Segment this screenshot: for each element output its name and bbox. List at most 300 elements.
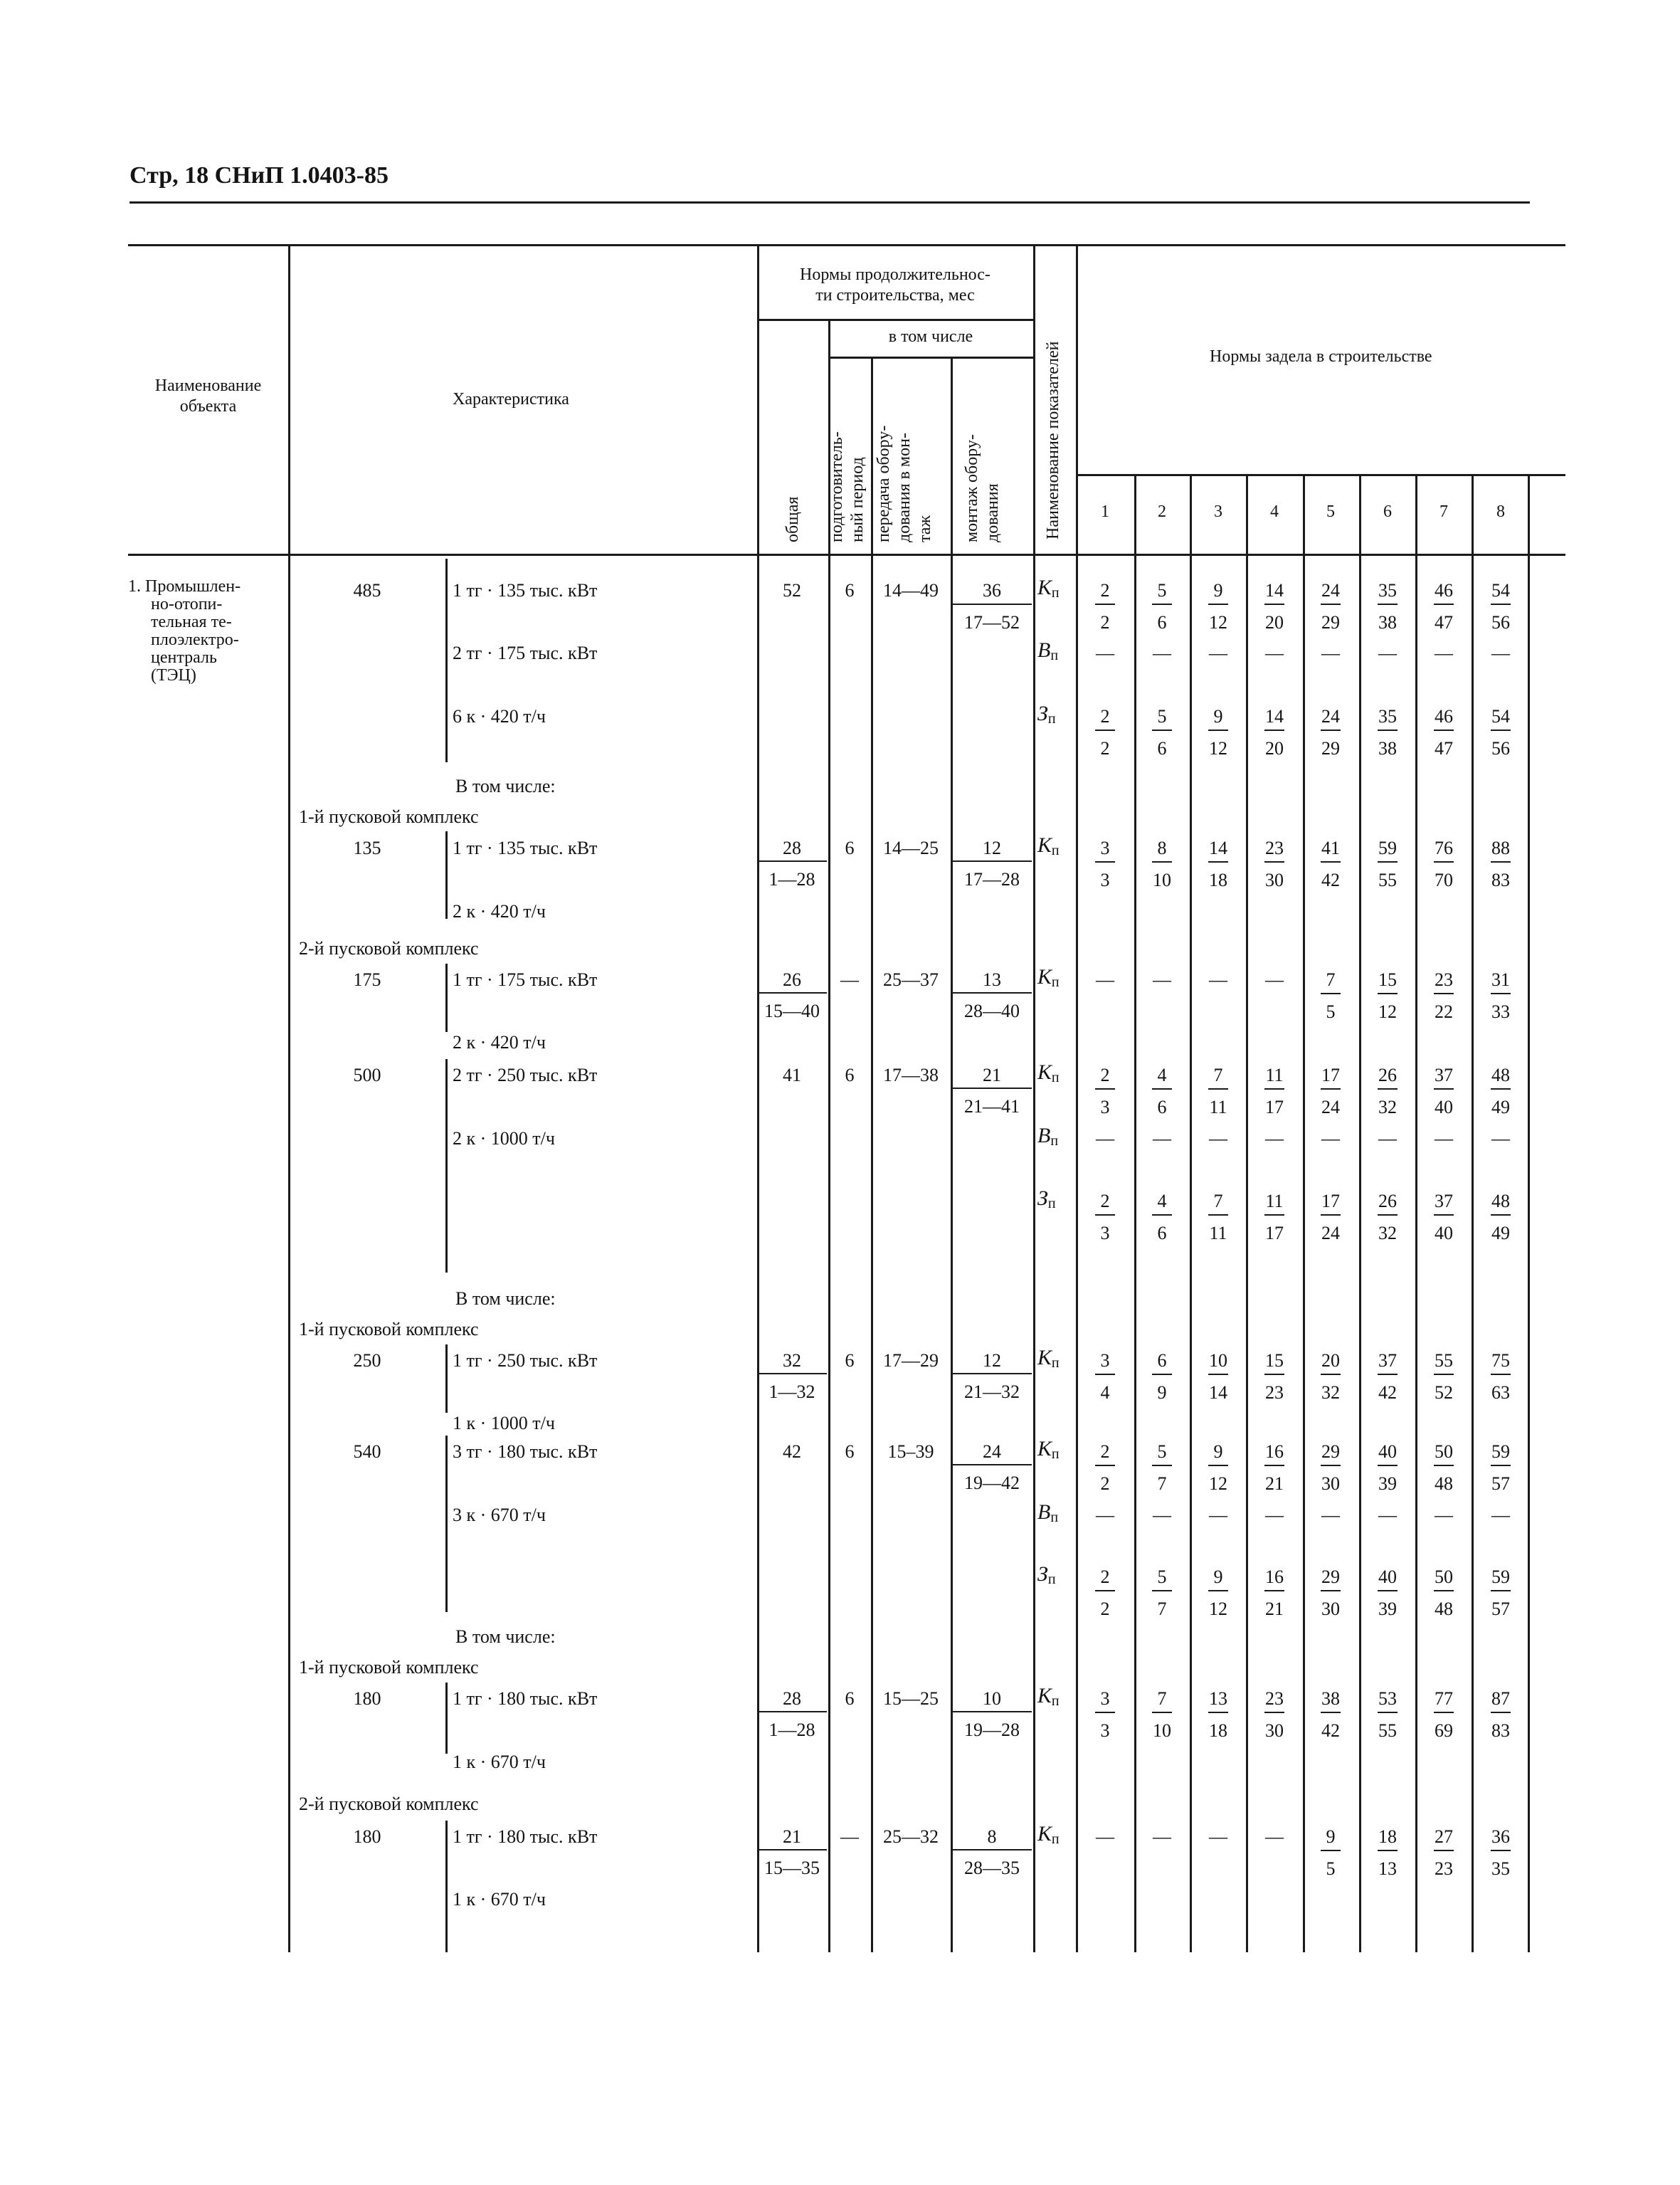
frac-top-r3-c6: 35 xyxy=(1378,706,1397,727)
frac-top-r3-c2: 5 xyxy=(1157,706,1167,727)
dash-r11-c5: — xyxy=(1321,1505,1340,1525)
frac-bot-r5-c5: 5 xyxy=(1326,1001,1336,1022)
d1-mount-top: 36 xyxy=(983,580,1001,601)
header-prep-line2: ный период xyxy=(848,457,867,542)
frac-bar-r6-c1 xyxy=(1095,1088,1115,1090)
header-including: в том числе xyxy=(888,327,973,346)
d7-total-bar xyxy=(759,1711,827,1712)
frac-bar-r9-c8 xyxy=(1491,1374,1511,1375)
frac-top-r1-c7: 46 xyxy=(1435,580,1453,601)
d5-mount-bot: 21—32 xyxy=(964,1381,1020,1402)
d5-transfer: 17—29 xyxy=(883,1350,939,1371)
bracket-3 xyxy=(445,964,448,1032)
char-14: 1 тг · 180 тыс. кВт xyxy=(453,1688,598,1709)
frac-top-r10-c8: 59 xyxy=(1491,1441,1510,1462)
header-object-name-line1: Наименование xyxy=(154,377,262,395)
header-total xyxy=(783,497,803,542)
frac-bot-r9-c6: 42 xyxy=(1378,1382,1397,1403)
char-1: 1 тг · 135 тыс. кВт xyxy=(453,580,598,601)
col-sep-b2 xyxy=(1190,474,1192,1952)
d3-total-top: 26 xyxy=(783,969,801,990)
capacity-250: 250 xyxy=(353,1350,381,1371)
col-sep-prep xyxy=(828,319,830,1952)
frac-bar-r13-c7 xyxy=(1434,1712,1454,1713)
frac-top-r8-c7: 37 xyxy=(1435,1191,1453,1211)
d7-mount-bar xyxy=(952,1711,1032,1712)
frac-bar-r9-c6 xyxy=(1378,1374,1398,1375)
dash-r11-c7: — xyxy=(1435,1505,1453,1525)
frac-bot-r5-c7: 22 xyxy=(1435,1001,1453,1022)
d3-total-bar xyxy=(759,992,827,994)
char-8: 2 тг · 250 тыс. кВт xyxy=(453,1065,598,1085)
dash-r11-c1: — xyxy=(1096,1505,1114,1525)
frac-bar-r1-c8 xyxy=(1491,604,1511,605)
dash-r5-c2: — xyxy=(1153,969,1171,990)
d3-prep: — xyxy=(840,969,859,990)
frac-bot-r13-c2: 10 xyxy=(1153,1720,1171,1741)
frac-bot-r3-c3: 12 xyxy=(1209,738,1227,759)
d3-mount-top: 13 xyxy=(983,969,1001,990)
frac-bot-r9-c2: 9 xyxy=(1157,1382,1167,1403)
col-sep-mount xyxy=(951,357,953,1952)
d4-total: 41 xyxy=(783,1065,801,1085)
col-num-1: 1 xyxy=(1101,502,1109,521)
frac-top-r9-c7: 55 xyxy=(1435,1350,1453,1371)
frac-bot-r4-c5: 42 xyxy=(1321,870,1340,890)
frac-bar-r6-c7 xyxy=(1434,1088,1454,1090)
frac-bot-r8-c2: 6 xyxy=(1157,1223,1167,1243)
indicator-r12: $З_п$ xyxy=(1037,1562,1056,1587)
col-sep-transfer xyxy=(871,357,873,1952)
d4-mount-bot: 21—41 xyxy=(964,1096,1020,1117)
frac-bar-r14-c5 xyxy=(1321,1850,1341,1851)
char-2: 2 тг · 175 тыс. кВт xyxy=(453,643,598,663)
frac-bot-r14-c8: 35 xyxy=(1491,1858,1510,1879)
d1-mount-bot: 17—52 xyxy=(964,612,1020,633)
frac-bot-r14-c7: 23 xyxy=(1435,1858,1453,1879)
frac-bar-r4-c3 xyxy=(1208,861,1228,863)
frac-bot-r6-c2: 6 xyxy=(1157,1097,1167,1117)
indicator-sub-r9: п xyxy=(1051,1355,1060,1371)
frac-bar-r4-c8 xyxy=(1491,861,1511,863)
frac-bar-r13-c2 xyxy=(1152,1712,1172,1713)
frac-bar-r14-c6 xyxy=(1378,1850,1398,1851)
frac-bot-r1-c8: 56 xyxy=(1491,612,1510,633)
header-indicator-name xyxy=(1043,342,1064,539)
header-characteristic: Характеристика xyxy=(453,390,569,409)
frac-bot-r4-c3: 18 xyxy=(1209,870,1227,890)
frac-top-r3-c3: 9 xyxy=(1213,706,1223,727)
frac-bar-r1-c5 xyxy=(1321,604,1341,605)
header-mounting xyxy=(962,434,1003,542)
indicator-sub-r6: п xyxy=(1051,1070,1060,1085)
col-num-6: 6 xyxy=(1383,502,1392,521)
frac-bar-r8-c3 xyxy=(1208,1214,1228,1216)
col-sep-b6 xyxy=(1415,474,1417,1952)
frac-top-r4-c1: 3 xyxy=(1100,838,1110,858)
frac-bar-r4-c4 xyxy=(1264,861,1284,863)
d8-mount-bot: 28—35 xyxy=(964,1858,1020,1878)
d8-mount-bar xyxy=(952,1849,1032,1850)
indicator-sub-r8: п xyxy=(1047,1196,1056,1211)
label-complex-1c: 1-й пусковой комплекс xyxy=(299,1657,479,1678)
object-name-line5: централь xyxy=(151,648,217,667)
header-duration-norms xyxy=(757,265,1033,306)
dash-r7-c2: — xyxy=(1153,1128,1171,1149)
frac-top-r8-c8: 48 xyxy=(1491,1191,1510,1211)
dash-r2-c7: — xyxy=(1435,643,1453,663)
frac-bot-r4-c7: 70 xyxy=(1435,870,1453,890)
d7-prep: 6 xyxy=(845,1688,855,1709)
frac-bar-r6-c4 xyxy=(1264,1088,1284,1090)
bracket-7 xyxy=(445,1683,448,1754)
header-mounting-line2: дования xyxy=(983,483,1002,542)
frac-top-r13-c3: 13 xyxy=(1209,1688,1227,1709)
frac-bar-r10-c2 xyxy=(1152,1465,1172,1466)
frac-top-r10-c3: 9 xyxy=(1213,1441,1223,1462)
label-complex-2c: 2-й пусковой комплекс xyxy=(299,1794,479,1814)
d7-total-bot: 1—28 xyxy=(768,1720,815,1740)
frac-bar-r4-c6 xyxy=(1378,861,1398,863)
indicator-sub-r12: п xyxy=(1047,1571,1056,1587)
char-3: 6 к · 420 т/ч xyxy=(453,706,546,727)
frac-top-r6-c5: 17 xyxy=(1321,1065,1340,1085)
bracket-5 xyxy=(445,1344,448,1413)
frac-top-r9-c4: 15 xyxy=(1265,1350,1284,1371)
frac-top-r9-c1: 3 xyxy=(1100,1350,1110,1371)
frac-bar-r3-c7 xyxy=(1434,730,1454,731)
frac-bot-r3-c7: 47 xyxy=(1435,738,1453,759)
dash-r5-c3: — xyxy=(1209,969,1227,990)
capacity-500: 500 xyxy=(353,1065,381,1085)
frac-bar-r4-c1 xyxy=(1095,861,1115,863)
frac-bar-r8-c7 xyxy=(1434,1214,1454,1216)
frac-bot-r1-c3: 12 xyxy=(1209,612,1227,633)
header-transfer xyxy=(874,426,936,542)
frac-top-r6-c1: 2 xyxy=(1100,1065,1110,1085)
frac-bot-r1-c1: 2 xyxy=(1100,612,1110,633)
frac-top-r5-c6: 15 xyxy=(1378,969,1397,990)
frac-top-r12-c2: 5 xyxy=(1157,1567,1167,1587)
dash-r14-c1: — xyxy=(1096,1826,1114,1847)
frac-bar-r13-c3 xyxy=(1208,1712,1228,1713)
col-num-3: 3 xyxy=(1214,502,1222,521)
frac-bot-r8-c6: 32 xyxy=(1378,1223,1397,1243)
frac-bot-r9-c1: 4 xyxy=(1100,1382,1110,1403)
frac-bar-r5-c7 xyxy=(1434,993,1454,994)
frac-bot-r10-c5: 30 xyxy=(1321,1473,1340,1494)
frac-bot-r13-c6: 55 xyxy=(1378,1720,1397,1741)
frac-bot-r13-c8: 83 xyxy=(1491,1720,1510,1741)
col-sep-object xyxy=(288,244,290,555)
dash-r14-c2: — xyxy=(1153,1826,1171,1847)
capacity-485: 485 xyxy=(353,580,381,601)
frac-top-r13-c1: 3 xyxy=(1100,1688,1110,1709)
indicator-sub-r4: п xyxy=(1051,843,1060,858)
frac-bar-r6-c5 xyxy=(1321,1088,1341,1090)
frac-bar-r12-c2 xyxy=(1152,1590,1172,1591)
table-top-border xyxy=(128,244,1565,246)
indicator-r5: $К_п$ xyxy=(1037,965,1060,990)
d8-prep: — xyxy=(840,1826,859,1847)
frac-bot-r10-c8: 57 xyxy=(1491,1473,1510,1494)
frac-top-r3-c4: 14 xyxy=(1265,706,1284,727)
frac-bot-r3-c6: 38 xyxy=(1378,738,1397,759)
frac-top-r13-c7: 77 xyxy=(1435,1688,1453,1709)
bracket-1 xyxy=(445,559,448,762)
frac-bot-r8-c4: 17 xyxy=(1265,1223,1284,1243)
frac-bar-r9-c2 xyxy=(1152,1374,1172,1375)
indicator-sub-r14: п xyxy=(1051,1831,1060,1847)
col-num-7: 7 xyxy=(1439,502,1448,521)
frac-top-r9-c2: 6 xyxy=(1157,1350,1167,1371)
d6-mount-top: 24 xyxy=(983,1441,1001,1462)
indicator-r13: $К_п$ xyxy=(1037,1684,1060,1709)
frac-top-r1-c4: 14 xyxy=(1265,580,1284,601)
capacity-180a: 180 xyxy=(353,1688,381,1709)
frac-bot-r6-c3: 11 xyxy=(1209,1097,1227,1117)
bracket-6 xyxy=(445,1436,448,1612)
dash-r5-c1: — xyxy=(1096,969,1114,990)
frac-bar-r4-c7 xyxy=(1434,861,1454,863)
frac-top-r9-c3: 10 xyxy=(1209,1350,1227,1371)
frac-bar-r3-c2 xyxy=(1152,730,1172,731)
frac-top-r13-c8: 87 xyxy=(1491,1688,1510,1709)
frac-bar-r6-c3 xyxy=(1208,1088,1228,1090)
frac-top-r3-c7: 46 xyxy=(1435,706,1453,727)
d5-mount-top: 12 xyxy=(983,1350,1001,1371)
d1-total: 52 xyxy=(783,580,801,601)
frac-bot-r13-c1: 3 xyxy=(1100,1720,1110,1741)
char-10: 1 тг · 250 тыс. кВт xyxy=(453,1350,598,1371)
dash-r7-c3: — xyxy=(1209,1128,1227,1149)
char-15: 1 к · 670 т/ч xyxy=(453,1752,546,1772)
frac-top-r1-c1: 2 xyxy=(1100,580,1110,601)
char-16: 1 тг · 180 тыс. кВт xyxy=(453,1826,598,1847)
frac-bar-r1-c1 xyxy=(1095,604,1115,605)
frac-bar-r6-c2 xyxy=(1152,1088,1172,1090)
object-name-line2: но-отопи- xyxy=(151,595,223,614)
frac-bot-r10-c4: 21 xyxy=(1265,1473,1284,1494)
indicator-r7: $В_п$ xyxy=(1037,1124,1059,1149)
indicator-r9: $К_п$ xyxy=(1037,1346,1060,1371)
label-complex-2a: 2-й пусковой комплекс xyxy=(299,938,479,959)
header-mounting-line1: монтаж обору- xyxy=(963,434,981,542)
capacity-135: 135 xyxy=(353,838,381,858)
frac-top-r6-c4: 11 xyxy=(1265,1065,1284,1085)
bracket-8 xyxy=(445,1821,448,1952)
frac-top-r4-c3: 14 xyxy=(1209,838,1227,858)
frac-bot-r12-c8: 57 xyxy=(1491,1599,1510,1619)
frac-bot-r8-c7: 40 xyxy=(1435,1223,1453,1243)
frac-bot-r3-c5: 29 xyxy=(1321,738,1340,759)
frac-top-r10-c2: 5 xyxy=(1157,1441,1167,1462)
header-transfer-line1: передача обору- xyxy=(875,425,893,542)
frac-bot-r6-c5: 24 xyxy=(1321,1097,1340,1117)
frac-bar-r8-c6 xyxy=(1378,1214,1398,1216)
object-name-line4: плоэлектро- xyxy=(151,631,239,649)
dash-r11-c8: — xyxy=(1491,1505,1510,1525)
col-sep-b5 xyxy=(1359,474,1361,1952)
header-duration-norms-line1: Нормы продолжительнос- xyxy=(800,265,990,284)
frac-top-r8-c3: 7 xyxy=(1213,1191,1223,1211)
frac-bot-r9-c8: 63 xyxy=(1491,1382,1510,1403)
frac-bar-r14-c8 xyxy=(1491,1850,1511,1851)
dash-r7-c6: — xyxy=(1378,1128,1397,1149)
frac-bot-r12-c6: 39 xyxy=(1378,1599,1397,1619)
frac-bot-r8-c8: 49 xyxy=(1491,1223,1510,1243)
frac-bar-r13-c8 xyxy=(1491,1712,1511,1713)
dash-r2-c8: — xyxy=(1491,643,1510,663)
frac-bot-r6-c8: 49 xyxy=(1491,1097,1510,1117)
frac-bar-r9-c1 xyxy=(1095,1374,1115,1375)
frac-bot-r13-c3: 18 xyxy=(1209,1720,1227,1741)
dash-r5-c4: — xyxy=(1265,969,1284,990)
frac-bot-r12-c3: 12 xyxy=(1209,1599,1227,1619)
frac-bar-r9-c5 xyxy=(1321,1374,1341,1375)
d4-mount-top: 21 xyxy=(983,1065,1001,1085)
frac-bot-r9-c4: 23 xyxy=(1265,1382,1284,1403)
d8-total-bot: 15—35 xyxy=(764,1858,820,1878)
indicator-sub-r13: п xyxy=(1051,1693,1060,1709)
char-9: 2 к · 1000 т/ч xyxy=(453,1128,555,1149)
frac-top-r13-c2: 7 xyxy=(1157,1688,1167,1709)
header-indicator-name-text: Наименование показателей xyxy=(1044,341,1062,539)
indicator-sub-r5: п xyxy=(1051,974,1060,990)
frac-bar-r12-c7 xyxy=(1434,1590,1454,1591)
object-name-line1: 1. Промышлен- xyxy=(128,577,241,596)
d5-total-bar xyxy=(759,1373,827,1374)
indicator-r2: $В_п$ xyxy=(1037,638,1059,663)
frac-top-r5-c8: 31 xyxy=(1491,969,1510,990)
char-12: 3 тг · 180 тыс. кВт xyxy=(453,1441,598,1462)
frac-top-r12-c8: 59 xyxy=(1491,1567,1510,1587)
frac-top-r4-c6: 59 xyxy=(1378,838,1397,858)
frac-bar-r12-c6 xyxy=(1378,1590,1398,1591)
dash-r2-c1: — xyxy=(1096,643,1114,663)
d3-transfer: 25—37 xyxy=(883,969,939,990)
col-num-2: 2 xyxy=(1158,502,1166,521)
label-including-3: В том числе: xyxy=(455,1626,556,1647)
frac-bot-r9-c5: 32 xyxy=(1321,1382,1340,1403)
object-name-line3: тельная те- xyxy=(151,613,232,631)
frac-top-r6-c3: 7 xyxy=(1213,1065,1223,1085)
frac-top-r9-c8: 75 xyxy=(1491,1350,1510,1371)
frac-top-r4-c8: 88 xyxy=(1491,838,1510,858)
header-total-text: общая xyxy=(783,496,802,542)
indicator-r11: $В_п$ xyxy=(1037,1500,1059,1525)
frac-bot-r3-c1: 2 xyxy=(1100,738,1110,759)
frac-bot-r6-c4: 17 xyxy=(1265,1097,1284,1117)
frac-top-r8-c4: 11 xyxy=(1265,1191,1284,1211)
col-sep-b4 xyxy=(1303,474,1305,1952)
col-sep-backlog xyxy=(1076,244,1078,1952)
d8-total-bar xyxy=(759,1849,827,1850)
frac-bar-r1-c2 xyxy=(1152,604,1172,605)
frac-top-r12-c1: 2 xyxy=(1100,1567,1110,1587)
object-name xyxy=(128,578,241,685)
table-header-border xyxy=(128,554,1565,556)
header-transfer-line2: дования в мон- xyxy=(895,433,914,542)
frac-top-r10-c1: 2 xyxy=(1100,1441,1110,1462)
frac-bar-r13-c6 xyxy=(1378,1712,1398,1713)
d3-mount-bot: 28—40 xyxy=(964,1001,1020,1021)
frac-bot-r4-c8: 83 xyxy=(1491,870,1510,890)
frac-bot-r5-c8: 33 xyxy=(1491,1001,1510,1022)
col-sep-left xyxy=(288,555,290,1952)
frac-top-r9-c6: 37 xyxy=(1378,1350,1397,1371)
bracket-2 xyxy=(445,831,448,919)
frac-bot-r8-c5: 24 xyxy=(1321,1223,1340,1243)
label-including-1: В том числе: xyxy=(455,776,556,796)
col-sep-char xyxy=(757,244,759,1952)
frac-top-r1-c3: 9 xyxy=(1213,580,1223,601)
dash-r7-c1: — xyxy=(1096,1128,1114,1149)
header-prep-line1: подготовитель- xyxy=(828,431,846,542)
dash-r2-c4: — xyxy=(1265,643,1284,663)
d3-mount-bar xyxy=(952,992,1032,994)
frac-bar-r4-c5 xyxy=(1321,861,1341,863)
frac-bar-r3-c1 xyxy=(1095,730,1115,731)
indicator-sub-r7: п xyxy=(1050,1133,1059,1149)
d8-mount-top: 8 xyxy=(987,1826,997,1847)
frac-top-r9-c5: 20 xyxy=(1321,1350,1340,1371)
frac-bot-r8-c3: 11 xyxy=(1209,1223,1227,1243)
frac-bar-r13-c1 xyxy=(1095,1712,1115,1713)
frac-bar-r5-c5 xyxy=(1321,993,1341,994)
frac-bot-r10-c3: 12 xyxy=(1209,1473,1227,1494)
indicator-r14: $К_п$ xyxy=(1037,1822,1060,1847)
frac-top-r10-c7: 50 xyxy=(1435,1441,1453,1462)
d5-total-bot: 1—32 xyxy=(768,1381,815,1402)
frac-bar-r9-c3 xyxy=(1208,1374,1228,1375)
d3-total-bot: 15—40 xyxy=(764,1001,820,1021)
frac-top-r12-c3: 9 xyxy=(1213,1567,1223,1587)
indicator-sub-r3: п xyxy=(1047,711,1056,727)
dash-r7-c7: — xyxy=(1435,1128,1453,1149)
d7-mount-bot: 19—28 xyxy=(964,1720,1020,1740)
frac-top-r13-c6: 53 xyxy=(1378,1688,1397,1709)
frac-bot-r10-c1: 2 xyxy=(1100,1473,1110,1494)
frac-bar-r3-c6 xyxy=(1378,730,1398,731)
frac-bot-r13-c5: 42 xyxy=(1321,1720,1340,1741)
frac-top-r12-c7: 50 xyxy=(1435,1567,1453,1587)
d2-mount-bar xyxy=(952,860,1032,862)
d2-prep: 6 xyxy=(845,838,855,858)
frac-top-r14-c6: 18 xyxy=(1378,1826,1397,1847)
frac-bar-r9-c7 xyxy=(1434,1374,1454,1375)
frac-bot-r4-c4: 30 xyxy=(1265,870,1284,890)
d5-total-top: 32 xyxy=(783,1350,801,1371)
indicator-sub-r11: п xyxy=(1050,1510,1059,1525)
frac-bar-r12-c5 xyxy=(1321,1590,1341,1591)
frac-top-r10-c4: 16 xyxy=(1265,1441,1284,1462)
frac-bot-r3-c8: 56 xyxy=(1491,738,1510,759)
frac-bot-r14-c5: 5 xyxy=(1326,1858,1336,1879)
header-prep xyxy=(827,431,868,542)
frac-bar-r8-c1 xyxy=(1095,1214,1115,1216)
frac-bot-r10-c7: 48 xyxy=(1435,1473,1453,1494)
d8-transfer: 25—32 xyxy=(883,1826,939,1847)
frac-bar-r8-c2 xyxy=(1152,1214,1172,1216)
d2-mount-top: 12 xyxy=(983,838,1001,858)
col-sep-b3 xyxy=(1246,474,1248,1952)
frac-bar-r10-c6 xyxy=(1378,1465,1398,1466)
col-num-8: 8 xyxy=(1496,502,1505,521)
frac-bot-r12-c2: 7 xyxy=(1157,1599,1167,1619)
dash-r11-c4: — xyxy=(1265,1505,1284,1525)
frac-bar-r3-c3 xyxy=(1208,730,1228,731)
